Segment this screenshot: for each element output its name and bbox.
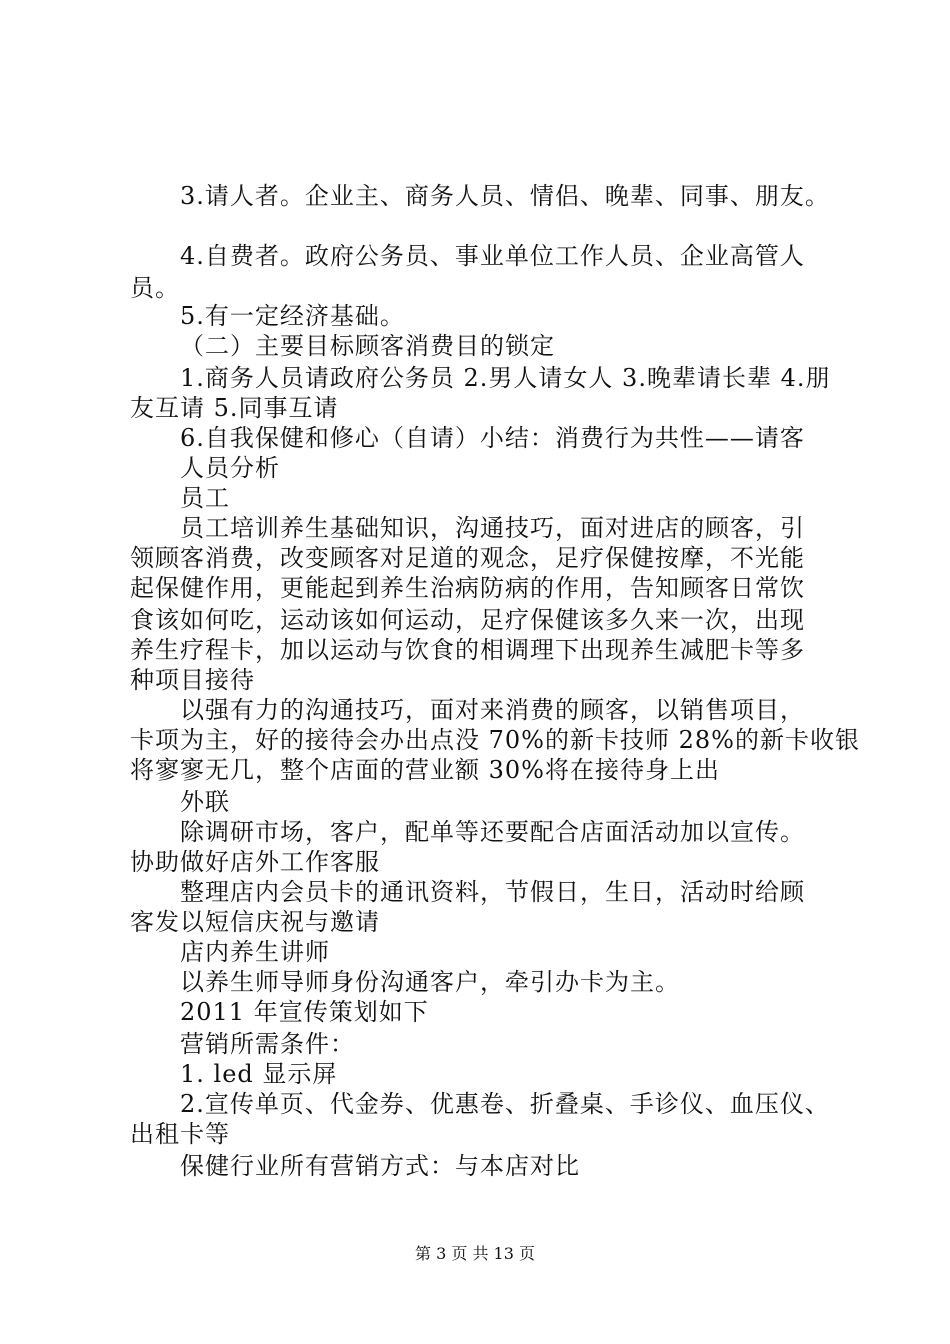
text-line: 客发以短信庆祝与邀请 [130, 908, 380, 936]
text-line: 除调研市场，客户，配单等还要配合店面活动加以宣传。 [180, 818, 805, 846]
subsection-heading: 员工 [180, 484, 230, 512]
text-line: 将寥寥无几，整个店面的营业额 30%将在接待身上出 [130, 756, 720, 784]
text-line: 保健行业所有营销方式：与本店对比 [180, 1152, 580, 1180]
page-number-label: 第 3 页 共 13 页 [415, 1244, 535, 1263]
text-line: 员工培训养生基础知识，沟通技巧，面对进店的顾客，引 [180, 514, 805, 542]
text-line: 营销所需条件： [180, 1030, 355, 1058]
subsection-heading: 外联 [180, 788, 230, 816]
text-line: 种项目接待 [130, 666, 255, 694]
text-line: 3.请人者。企业主、商务人员、情侣、晚辈、同事、朋友。 [180, 182, 830, 210]
page-footer [0, 1243, 950, 1265]
text-line: 协助做好店外工作客服 [130, 848, 380, 876]
text-line: 员。 [130, 274, 180, 302]
text-line: 养生疗程卡，加以运动与饮食的相调理下出现养生减肥卡等多 [130, 636, 805, 664]
text-line: 以养生师导师身份沟通客户，牵引办卡为主。 [180, 968, 680, 996]
text-line: 食该如何吃，运动该如何运动，足疗保健该多久来一次，出现 [130, 606, 805, 634]
text-line: 1. led 显示屏 [180, 1060, 338, 1088]
text-line: 卡项为主，好的接待会办出点没 70%的新卡技师 28%的新卡收银 [130, 726, 860, 754]
text-line: 以强有力的沟通技巧，面对来消费的顾客，以销售项目， [180, 696, 805, 724]
subsection-heading: 店内养生讲师 [180, 938, 330, 966]
text-line: 出租卡等 [130, 1120, 230, 1148]
section-heading: （二）主要目标顾客消费目的锁定 [180, 332, 555, 360]
text-line: 1.商务人员请政府公务员 2.男人请女人 3.晚辈请长辈 4.朋 [180, 364, 831, 392]
text-line: 2.宣传单页、代金券、优惠卷、折叠桌、手诊仪、血压仪、 [180, 1090, 830, 1118]
text-line: 6.自我保健和修心（自请）小结：消费行为共性——请客 [180, 424, 805, 452]
text-line: 整理店内会员卡的通讯资料，节假日，生日，活动时给顾 [180, 878, 805, 906]
text-line: 友互请 5.同事互请 [130, 394, 339, 422]
section-heading: 人员分析 [180, 454, 280, 482]
section-heading: 2011 年宣传策划如下 [180, 998, 429, 1026]
text-line: 5.有一定经济基础。 [180, 302, 405, 330]
text-line: 起保健作用，更能起到养生治病防病的作用，告知顾客日常饮 [130, 574, 805, 602]
text-line: 4.自费者。政府公务员、事业单位工作人员、企业高管人 [180, 242, 805, 270]
text-line: 领顾客消费，改变顾客对足道的观念，足疗保健按摩，不光能 [130, 544, 805, 572]
